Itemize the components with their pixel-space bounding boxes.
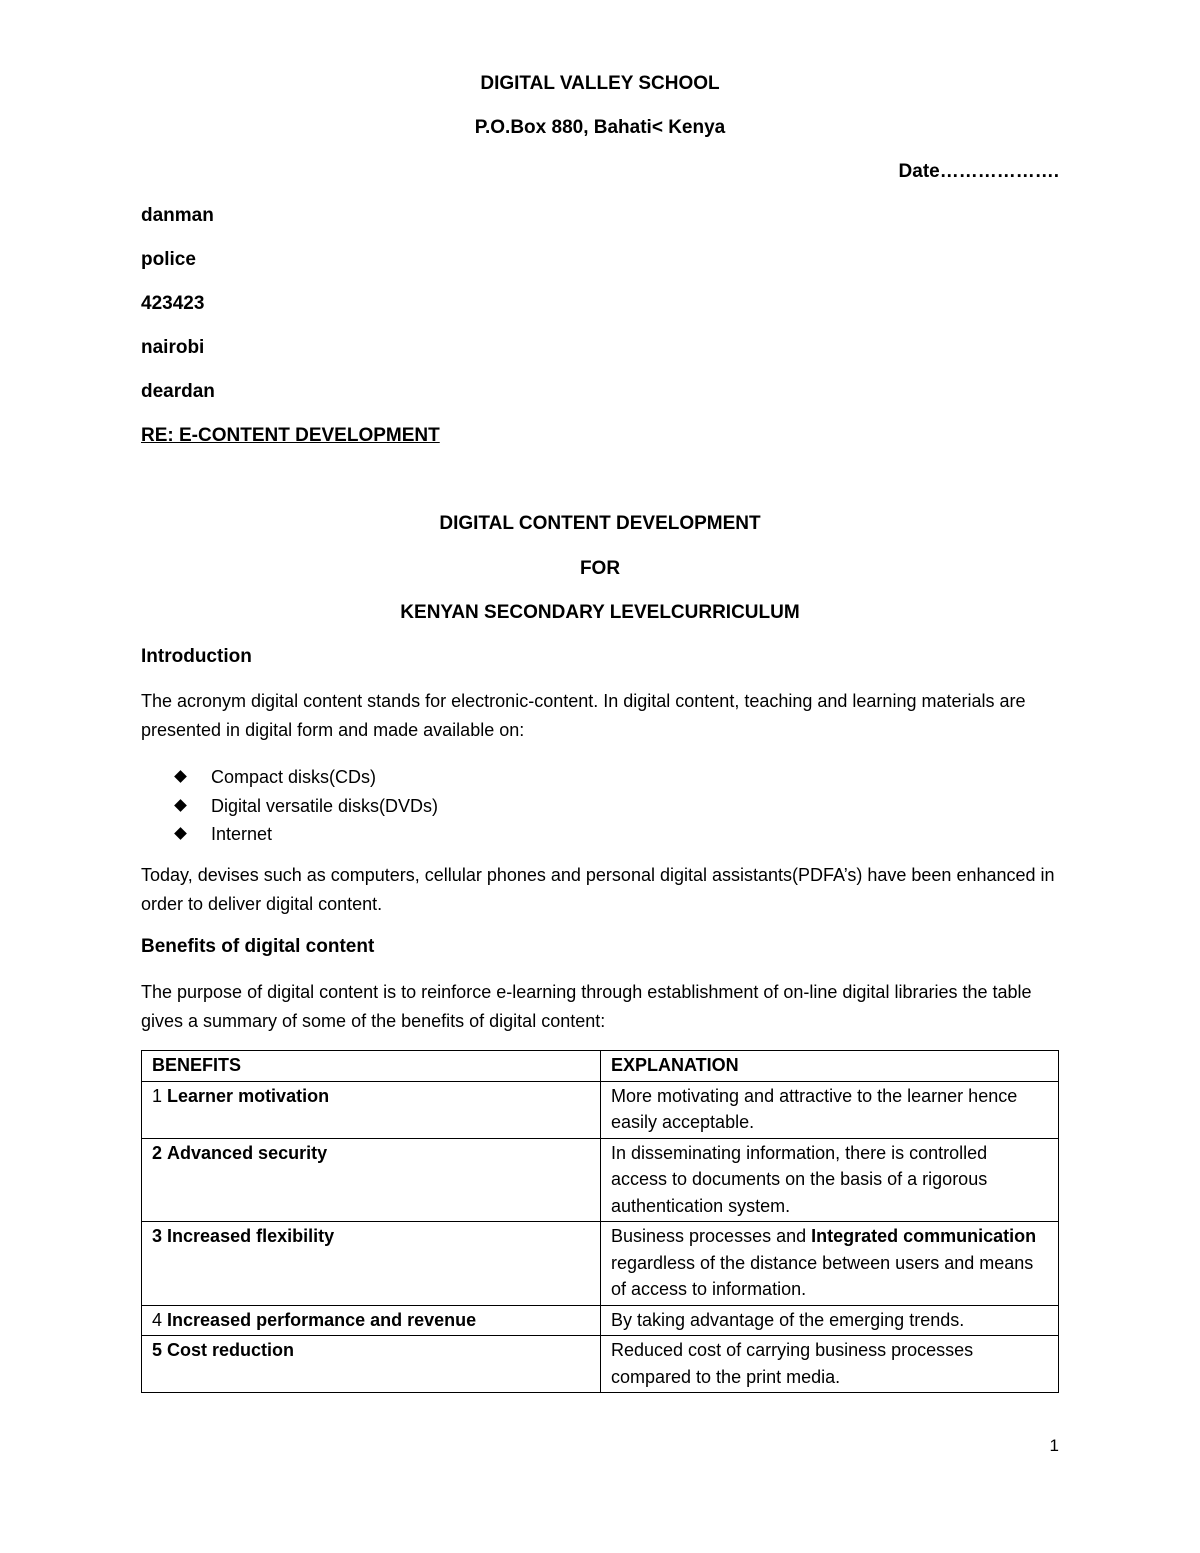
benefit-cell: 5 Cost reduction	[142, 1336, 601, 1393]
column-header-benefits: BENEFITS	[142, 1051, 601, 1082]
benefit-cell: 2 Advanced security	[142, 1138, 601, 1222]
recipient-line-2: police	[141, 249, 196, 270]
explanation-cell: Reduced cost of carrying business processes compared to the print media.	[601, 1336, 1059, 1393]
diamond-bullet-icon	[174, 770, 187, 783]
benefit-cell: 3 Increased flexibility	[142, 1222, 601, 1306]
benefits-paragraph: The purpose of digital content is to reinforce e-learning through establishment of on-line digital libraries the table gives a summary of some of the benefits of digital content:	[141, 982, 1032, 1031]
recipient-line-3: 423423	[141, 293, 205, 314]
table-row	[142, 1138, 1059, 1222]
list-item: Compact disks(CDs)	[176, 763, 438, 792]
recipient-city: nairobi	[141, 337, 205, 358]
school-name: DIGITAL VALLEY SCHOOL	[480, 73, 720, 94]
subject-line: RE: E-CONTENT DEVELOPMENT	[141, 425, 440, 446]
explanation-cell: In disseminating information, there is controlled access to documents on the basis of a rigorous authentication system.	[601, 1138, 1059, 1222]
page-number: 1	[1049, 1436, 1059, 1455]
table-row	[142, 1081, 1059, 1138]
table-row	[142, 1305, 1059, 1336]
diamond-bullet-icon	[174, 827, 187, 840]
salutation: deardan	[141, 381, 215, 402]
column-header-explanation: EXPLANATION	[601, 1051, 1059, 1082]
devices-paragraph: Today, devises such as computers, cellular phones and personal digital assistants(PDFA’s) have been enhanced in order to deliver digital content.	[141, 865, 1055, 914]
diamond-bullet-icon	[174, 799, 187, 812]
explanation-cell: More motivating and attractive to the learner hence easily acceptable.	[601, 1081, 1059, 1138]
table-header-row	[142, 1051, 1059, 1082]
explanation-cell: Business processes and Integrated communication regardless of the distance between users and means of access to information.	[601, 1222, 1059, 1306]
school-address: P.O.Box 880, Bahati< Kenya	[474, 117, 726, 138]
benefits-table	[141, 1050, 1059, 1393]
explanation-cell: By taking advantage of the emerging trends.	[601, 1305, 1059, 1336]
recipient-name: danman	[141, 205, 214, 226]
delivery-media-list	[176, 763, 438, 849]
benefit-cell: 4 Increased performance and revenue	[142, 1305, 601, 1336]
table-row	[142, 1336, 1059, 1393]
intro-paragraph: The acronym digital content stands for electronic-content. In digital content, teaching and learning materials are presented in digital form and made available on:	[141, 691, 1026, 740]
date-line: Date……………….	[898, 161, 1059, 182]
table-row	[142, 1222, 1059, 1306]
intro-heading: Introduction	[141, 646, 252, 667]
benefits-heading: Benefits of digital content	[141, 936, 375, 957]
doc-title-line-2: FOR	[579, 558, 621, 579]
list-item: Internet	[176, 820, 438, 849]
benefit-cell: 1 Learner motivation	[142, 1081, 601, 1138]
doc-title-line-1: DIGITAL CONTENT DEVELOPMENT	[439, 513, 761, 534]
list-item: Digital versatile disks(DVDs)	[176, 792, 438, 821]
doc-title-line-3: KENYAN SECONDARY LEVELCURRICULUM	[400, 602, 800, 623]
